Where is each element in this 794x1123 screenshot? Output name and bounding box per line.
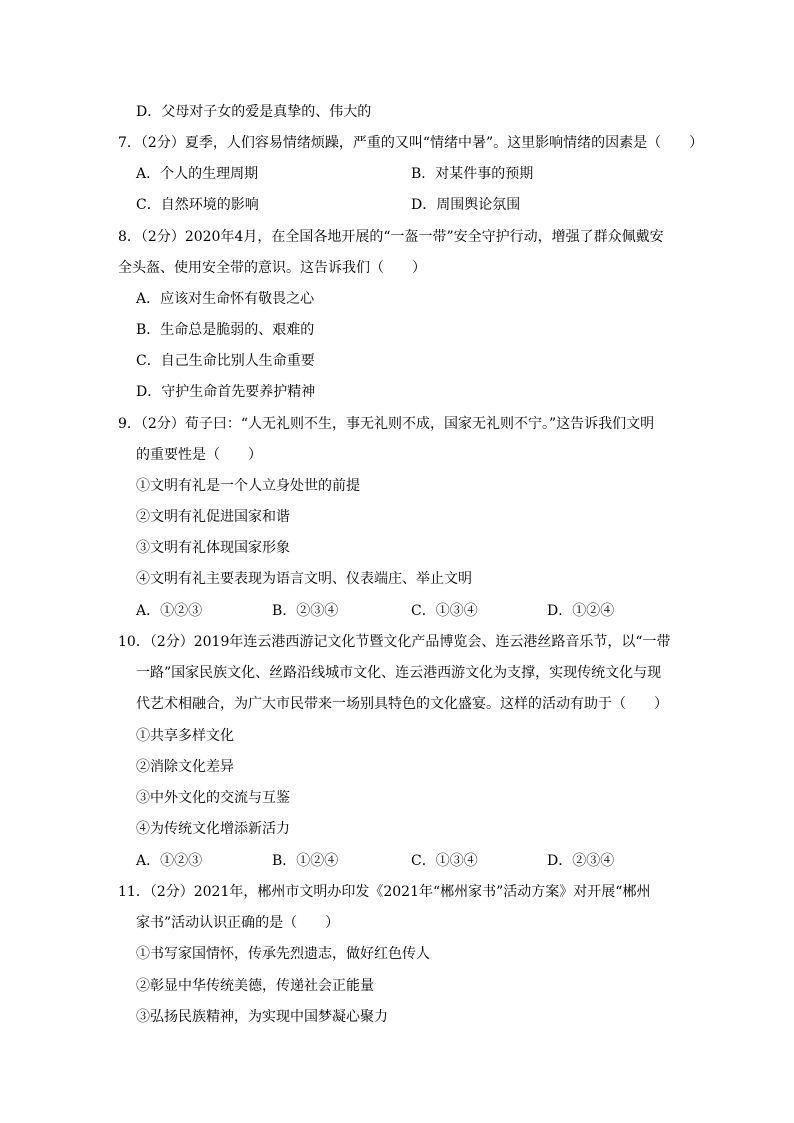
q9-statement: ②文明有礼促进国家和谐 bbox=[136, 509, 290, 525]
q8-option-a: A．应该对生命怀有敬畏之心 bbox=[136, 291, 315, 307]
q10-option-b: B．①②④ bbox=[272, 853, 339, 869]
q9-statement: ④文明有礼主要表现为语言文明、仪表端庄、举止文明 bbox=[136, 571, 472, 587]
q10-statement: ③中外文化的交流与互鉴 bbox=[136, 790, 290, 806]
q8-option-d: D．守护生命首先要养护精神 bbox=[136, 384, 316, 400]
q9-stem-line1: 9．（2分）荀子曰：“人无礼则不生，事无礼则不成，国家无礼则不宁。”这告诉我们文明 bbox=[118, 416, 655, 432]
q7-option-a: A．个人的生理周期 bbox=[136, 166, 259, 182]
q10-option-c: C．①③④ bbox=[411, 853, 478, 869]
q8-option-b: B．生命总是脆弱的、艰难的 bbox=[136, 322, 315, 338]
q9-option-a: A．①②③ bbox=[136, 603, 203, 619]
q11-statement: ②彰显中华传统美德，传递社会正能量 bbox=[136, 978, 374, 994]
q11-statement: ③弘扬民族精神，为实现中国梦凝心聚力 bbox=[136, 1009, 388, 1025]
q9-statement: ①文明有礼是一个人立身处世的前提 bbox=[136, 478, 360, 494]
q11-statement: ①书写家国情怀，传承先烈遗志，做好红色传人 bbox=[136, 946, 430, 962]
q6-option-d: D．父母对子女的爱是真挚的、伟大的 bbox=[136, 104, 372, 120]
q11-stem-line1: 11．（2分）2021年，郴州市文明办印发《2021年“郴州家书”活动方案》对开展“郴州 bbox=[118, 884, 651, 900]
q7-option-c: C．自然环境的影响 bbox=[136, 197, 259, 213]
q9-option-d: D．①②④ bbox=[547, 603, 615, 619]
q10-option-d: D．②③④ bbox=[547, 853, 615, 869]
q9-stem-line2: 的重要性是（ ） bbox=[136, 447, 262, 463]
q9-option-b: B．②③④ bbox=[272, 603, 339, 619]
q10-statement: ①共享多样文化 bbox=[136, 728, 234, 744]
q10-stem-line3: 代艺术相融合，为广大市民带来一场别具特色的文化盛宴。这样的活动有助于（ ） bbox=[136, 696, 668, 712]
q7-option-d: D．周围舆论氛围 bbox=[411, 197, 521, 213]
q8-stem-line2: 全头盔、使用安全带的意识。这告诉我们（ ） bbox=[118, 260, 426, 276]
q9-option-c: C．①③④ bbox=[411, 603, 478, 619]
q10-statement: ②消除文化差异 bbox=[136, 759, 234, 775]
q8-option-c: C．自己生命比别人生命重要 bbox=[136, 353, 315, 369]
q9-statement: ③文明有礼体现国家形象 bbox=[136, 540, 290, 556]
q11-stem-line2: 家书”活动认识正确的是（ ） bbox=[136, 915, 340, 931]
q7-stem: 7．（2分）夏季，人们容易情绪烦躁，严重的又叫“情绪中暑”。这里影响情绪的因素是（ ） bbox=[118, 135, 704, 151]
q10-stem-line2: 一路”国家民族文化、丝路沿线城市文化、连云港西游文化为支撑，实现传统文化与现 bbox=[136, 665, 662, 681]
q10-option-a: A．①②③ bbox=[136, 853, 203, 869]
q7-option-b: B．对某件事的预期 bbox=[411, 166, 534, 182]
q10-statement: ④为传统文化增添新活力 bbox=[136, 821, 290, 837]
q8-stem-line1: 8．（2分）2020年4月，在全国各地开展的“一盔一带”安全守护行动，增强了群众佩戴安 bbox=[118, 229, 664, 245]
q10-stem-line1: 10．（2分）2019年连云港西游记文化节暨文化产品博览会、连云港丝路音乐节，以“一带 bbox=[118, 634, 671, 650]
